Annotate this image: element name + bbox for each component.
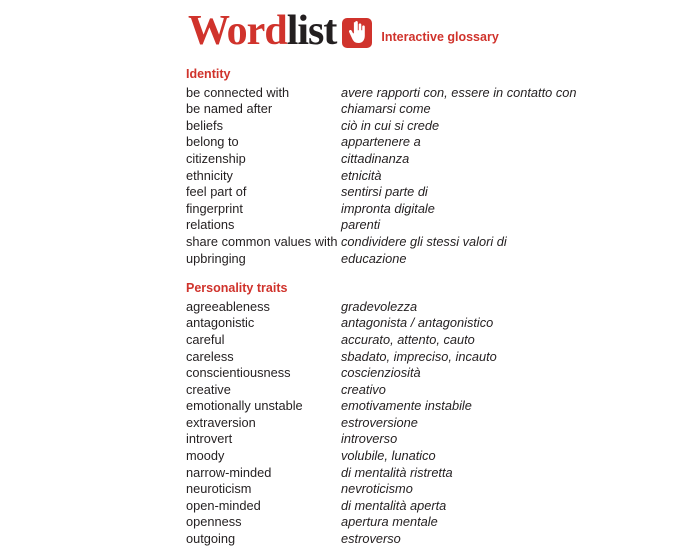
list-item [186,251,606,268]
term: ethnicity [186,167,233,183]
page-subtitle: Interactive glossary [381,30,499,44]
list-item [186,514,606,531]
section-heading: Personality traits [186,281,288,296]
list-item [186,382,606,399]
term: fingerprint [186,200,243,216]
term: conscientiousness [186,365,291,381]
list-item [186,184,606,201]
translation: di mentalità aperta [341,497,447,513]
term: agreeableness [186,298,270,314]
list-item [186,448,606,465]
term: be named after [186,101,273,117]
term: antagonistic [186,315,255,331]
term: citizenship [186,150,246,166]
translation: parenti [341,217,381,233]
translation: appartenere a [341,134,421,150]
list-item [186,85,606,102]
page-title-part1: Word [188,8,287,54]
list-item [186,315,606,332]
translation: introverso [341,431,398,447]
glossary-content [186,66,606,548]
translation: accurato, attento, cauto [341,331,475,347]
list-item [186,531,606,548]
list-item [186,349,606,366]
translation: sbadato, impreciso, incauto [341,348,497,364]
term: feel part of [186,184,247,200]
list-item [186,299,606,316]
translation: impronta digitale [341,200,435,216]
page-title-part2: list [286,8,337,54]
list-item [186,415,606,432]
hand-pointer-icon[interactable] [342,18,372,48]
term: narrow-minded [186,464,272,480]
term: relations [186,217,235,233]
term: openness [186,514,242,530]
list-item [186,498,606,515]
list-item [186,431,606,448]
translation: estroversione [341,414,418,430]
list-item [186,365,606,382]
translation: creativo [341,381,386,397]
term: moody [186,448,225,464]
list-item [186,398,606,415]
list-item [186,234,606,251]
list-item [186,101,606,118]
term: open-minded [186,497,261,513]
translation: estroverso [341,531,401,547]
term: belong to [186,134,239,150]
translation: antagonista / antagonistico [341,315,494,331]
term: beliefs [186,117,223,133]
term: careful [186,331,225,347]
translation: cittadinanza [341,150,410,166]
term: share common values with [186,233,338,249]
list-item [186,151,606,168]
translation: ciò in cui si crede [341,117,440,133]
translation: sentirsi parte di [341,184,428,200]
term: introvert [186,431,233,447]
translation: avere rapporti con, essere in contatto con [341,84,577,100]
list-item [186,134,606,151]
term: be connected with [186,84,290,100]
section-heading: Identity [186,67,231,81]
term: outgoing [186,531,236,547]
translation: di mentalità ristretta [341,464,453,480]
term: careless [186,348,234,364]
term: creative [186,381,231,397]
list-item [186,332,606,349]
section-personality-traits [186,280,606,548]
translation: volubile, lunatico [341,448,436,464]
term: emotionally unstable [186,398,303,414]
list-item [186,118,606,135]
section-identity [186,66,606,267]
translation: coscienziosità [341,365,421,381]
term: neuroticism [186,481,252,497]
list-item [186,465,606,482]
translation: chiamarsi come [341,101,431,117]
translation: apertura mentale [341,514,438,530]
translation: etnicità [341,167,382,183]
list-item [186,201,606,218]
translation: condividere gli stessi valori di [341,233,507,249]
list-item [186,217,606,234]
term: extraversion [186,414,256,430]
translation: educazione [341,250,407,266]
page-title [188,10,336,52]
translation: emotivamente instabile [341,398,472,414]
list-item [186,168,606,185]
list-item [186,481,606,498]
term: upbringing [186,250,246,266]
translation: gradevolezza [341,298,418,314]
page-header [188,10,499,52]
translation: nevroticismo [341,481,413,497]
